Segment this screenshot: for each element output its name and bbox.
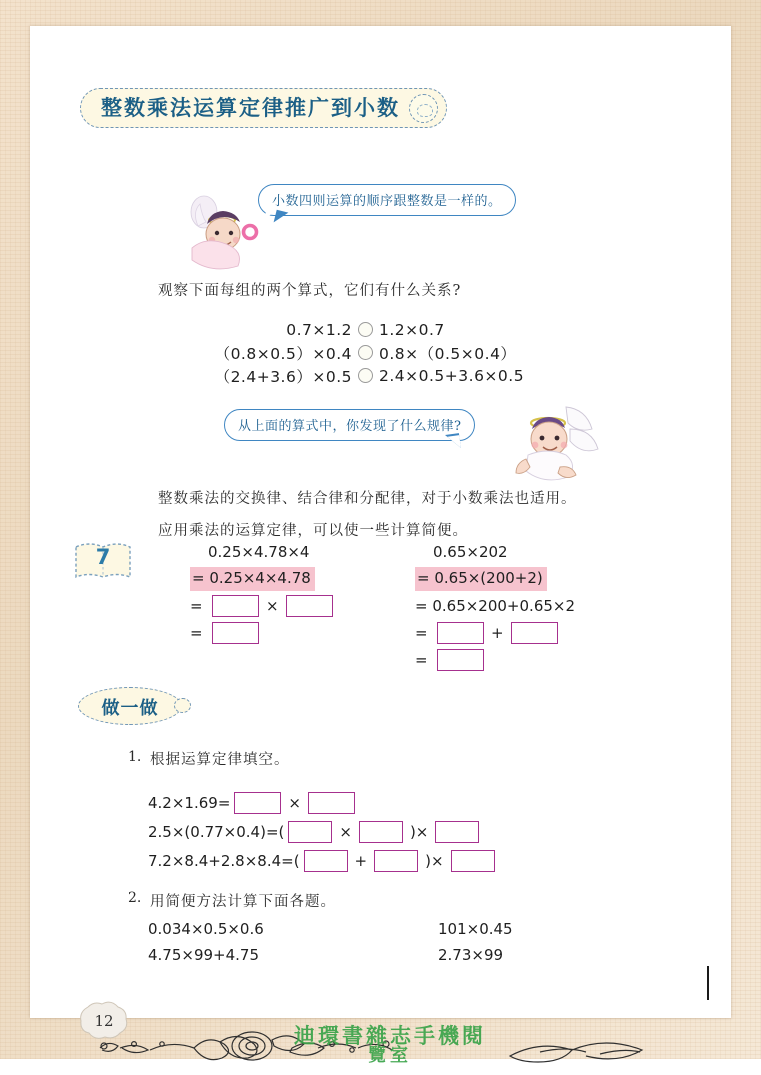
fill-row-lhs: 7.2×8.4+2.8×8.4=( — [148, 851, 300, 870]
answer-blank[interactable] — [234, 792, 281, 814]
comparison-circle-input[interactable] — [358, 322, 373, 337]
example-left-blank-line-1 — [190, 592, 337, 619]
page-edge-mark — [707, 966, 709, 1000]
example-right-column — [415, 538, 575, 673]
example-left-expression: 0.25×4.78×4 — [208, 542, 310, 561]
answer-blank[interactable] — [212, 622, 259, 644]
page-number: 12 — [94, 1012, 114, 1030]
comparison-circle-input[interactable] — [358, 368, 373, 383]
example-right-expand-line — [415, 592, 575, 619]
comparison-row — [30, 318, 731, 341]
example-right-expression: 0.65×202 — [433, 542, 508, 561]
example-right-expand-step: = 0.65×200+0.65×2 — [415, 596, 576, 615]
fill-row — [148, 817, 499, 846]
answer-blank[interactable] — [437, 649, 484, 671]
fill-row — [148, 846, 499, 875]
watermark-line-1: 迪環書雜志手機閱 — [294, 1023, 486, 1048]
exercise-1-label: 根据运算定律填空。 — [150, 752, 290, 768]
exercise-1-rows — [148, 788, 499, 875]
speech-bubble-middle-text: 从上面的算式中，你发现了什么规律? — [238, 419, 462, 434]
exercise-2-number: 2. — [128, 890, 142, 906]
plus-sign: + — [491, 623, 504, 642]
answer-blank[interactable] — [288, 821, 332, 843]
angel-character-right-icon — [508, 401, 604, 485]
example-right-highlight-line — [415, 565, 575, 592]
problem-row — [148, 942, 618, 968]
practice-section-banner — [78, 687, 206, 725]
practice-heading: 做一做 — [101, 698, 159, 719]
comparison-right: 1.2×0.7 — [379, 320, 445, 339]
fill-row — [148, 788, 499, 817]
example-right-blank-line-1 — [415, 619, 575, 646]
comparison-row — [30, 364, 731, 387]
watermark-text — [240, 1023, 540, 1066]
textbook-page — [30, 26, 731, 1066]
speech-bubble-middle-tail-icon — [446, 433, 462, 450]
example-right-blank-line-2 — [415, 646, 575, 673]
comparison-row — [30, 341, 731, 364]
speech-bubble-top-tail-icon — [274, 210, 289, 226]
comparison-right: 0.8×（0.5×0.4） — [379, 344, 517, 363]
comparison-left: 0.7×1.2 — [286, 320, 352, 339]
speech-bubble-top — [258, 184, 516, 216]
answer-blank[interactable] — [437, 622, 484, 644]
exercise-2-label: 用简便方法计算下面各题。 — [150, 894, 336, 910]
plus-sign: + — [354, 851, 368, 870]
page-title: 整数乘法运算定律推广到小数 — [101, 95, 400, 120]
comparison-right: 2.4×0.5+3.6×0.5 — [379, 366, 525, 385]
title-box — [80, 88, 447, 128]
problem-item: 2.73×99 — [438, 946, 504, 964]
answer-blank[interactable] — [511, 622, 558, 644]
rule-text-line-1: 整数乘法的交换律、结合律和分配律，对于小数乘法也适用。 — [158, 491, 577, 507]
problem-item: 101×0.45 — [438, 920, 513, 938]
multiply-sign: × — [288, 793, 301, 812]
equals-sign: = — [415, 650, 428, 669]
watermark-line-2: 覽室 — [368, 1045, 412, 1066]
example-left-column — [190, 538, 337, 646]
answer-blank[interactable] — [451, 850, 495, 872]
observe-question: 观察下面每组的两个算式，它们有什么关系? — [158, 283, 462, 299]
problem-item: 4.75×99+4.75 — [148, 946, 260, 964]
exercise-1-number: 1. — [128, 749, 142, 765]
fill-row-lhs: 4.2×1.69= — [148, 793, 231, 812]
comparison-circle-input[interactable] — [358, 345, 373, 360]
multiply-sign: × — [266, 596, 279, 615]
answer-blank[interactable] — [304, 850, 348, 872]
answer-blank[interactable] — [359, 821, 403, 843]
rule-text-line-2: 应用乘法的运算定律，可以使一些计算简便。 — [158, 523, 468, 539]
example-left-expression-line — [190, 538, 337, 565]
answer-blank[interactable] — [374, 850, 418, 872]
close-paren-multiply: )× — [425, 851, 444, 870]
example-right-highlight-step: = 0.65×(200+2) — [415, 567, 547, 591]
answer-blank[interactable] — [286, 595, 333, 617]
speech-bubble-middle — [224, 409, 475, 441]
equals-sign: = — [190, 623, 203, 642]
example-left-highlight-line — [190, 565, 337, 592]
page-title-banner — [80, 88, 447, 128]
multiply-sign: × — [339, 822, 352, 841]
example-left-highlight-step: = 0.25×4×4.78 — [190, 567, 315, 591]
comparison-left: （2.4+3.6）×0.5 — [214, 367, 352, 386]
exercise-2-problems — [148, 916, 618, 968]
answer-blank[interactable] — [212, 595, 259, 617]
equals-sign: = — [415, 623, 428, 642]
title-decoration-circle-icon — [409, 94, 438, 123]
comparison-equations — [30, 318, 731, 387]
example-right-expression-line — [415, 538, 575, 565]
answer-blank[interactable] — [435, 821, 479, 843]
equals-sign: = — [190, 596, 203, 615]
close-paren-multiply: )× — [409, 822, 429, 841]
problem-row — [148, 916, 618, 942]
speech-bubble-top-text: 小数四则运算的顺序跟整数是一样的。 — [272, 194, 502, 209]
example-number-badge — [72, 539, 134, 587]
example-left-blank-line-2 — [190, 619, 337, 646]
fill-row-lhs: 2.5×(0.77×0.4)=( — [148, 822, 285, 841]
comparison-left: （0.8×0.5）×0.4 — [214, 344, 352, 363]
problem-item: 0.034×0.5×0.6 — [148, 920, 264, 938]
example-number: 7 — [95, 545, 111, 569]
angel-character-left-icon — [178, 192, 270, 270]
answer-blank[interactable] — [308, 792, 355, 814]
